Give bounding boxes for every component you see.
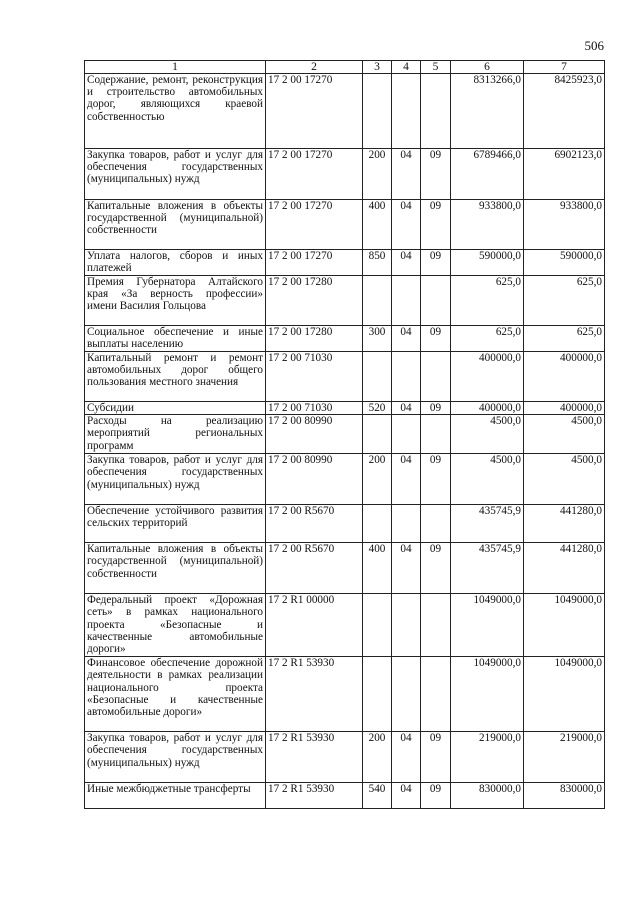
row-column-4-cell xyxy=(392,657,421,732)
row-column-3-cell: 300 xyxy=(363,326,392,352)
row-amount-6-cell: 400000,0 xyxy=(451,402,524,415)
row-code-cell: 17 2 R1 53930 xyxy=(266,657,363,732)
column-header: 5 xyxy=(421,61,451,74)
page-number: 506 xyxy=(584,38,604,53)
row-amount-6-cell: 625,0 xyxy=(451,326,524,352)
row-code-cell: 17 2 00 71030 xyxy=(266,402,363,415)
row-column-5-cell xyxy=(421,657,451,732)
row-column-5-cell: 09 xyxy=(421,402,451,415)
row-amount-6-cell: 435745,9 xyxy=(451,505,524,543)
row-amount-6-cell: 1049000,0 xyxy=(451,594,524,657)
row-amount-7-cell: 625,0 xyxy=(524,276,605,326)
table-row xyxy=(85,594,605,657)
row-amount-6-cell: 590000,0 xyxy=(451,250,524,276)
row-code-cell: 17 2 00 80990 xyxy=(266,415,363,454)
table-row xyxy=(85,276,605,326)
table-header-row xyxy=(85,61,605,74)
row-column-5-cell: 09 xyxy=(421,454,451,505)
row-amount-6-cell: 933800,0 xyxy=(451,200,524,250)
row-column-3-cell xyxy=(363,657,392,732)
row-column-3-cell xyxy=(363,594,392,657)
row-amount-6-cell: 4500,0 xyxy=(451,415,524,454)
row-code-cell: 17 2 R1 53930 xyxy=(266,732,363,783)
row-amount-6-cell: 625,0 xyxy=(451,276,524,326)
row-name-cell: Уплата налогов, сборов и иных платежей xyxy=(85,250,266,276)
row-name-cell: Закупка товаров, работ и услуг для обеспечения государственных (муниципальных) нужд xyxy=(85,732,266,783)
row-code-cell: 17 2 00 17270 xyxy=(266,74,363,149)
row-name-cell: Премия Губернатора Алтайского края «За верность профессии» имени Василия Гольцова xyxy=(85,276,266,326)
table-row xyxy=(85,402,605,415)
table-row xyxy=(85,415,605,454)
row-code-cell: 17 2 R1 53930 xyxy=(266,783,363,809)
row-name-cell: Капитальный ремонт и ремонт автомобильных дорог общего пользования местного значения xyxy=(85,352,266,402)
row-column-3-cell: 200 xyxy=(363,149,392,200)
row-amount-7-cell: 933800,0 xyxy=(524,200,605,250)
row-column-4-cell xyxy=(392,594,421,657)
table-row xyxy=(85,74,605,149)
table-row xyxy=(85,200,605,250)
row-amount-7-cell: 4500,0 xyxy=(524,454,605,505)
table-row xyxy=(85,149,605,200)
row-column-4-cell: 04 xyxy=(392,454,421,505)
row-amount-6-cell: 435745,9 xyxy=(451,543,524,594)
row-column-4-cell xyxy=(392,352,421,402)
row-code-cell: 17 2 00 17270 xyxy=(266,250,363,276)
row-amount-7-cell: 400000,0 xyxy=(524,402,605,415)
row-column-4-cell xyxy=(392,415,421,454)
row-column-5-cell: 09 xyxy=(421,326,451,352)
row-amount-7-cell: 625,0 xyxy=(524,326,605,352)
row-name-cell: Расходы на реализацию мероприятий региональных программ xyxy=(85,415,266,454)
row-column-5-cell xyxy=(421,74,451,149)
row-amount-7-cell: 400000,0 xyxy=(524,352,605,402)
row-column-5-cell xyxy=(421,415,451,454)
row-name-cell: Закупка товаров, работ и услуг для обеспечения государственных (муниципальных) нужд xyxy=(85,149,266,200)
column-header: 7 xyxy=(524,61,605,74)
row-column-3-cell xyxy=(363,415,392,454)
row-amount-6-cell: 4500,0 xyxy=(451,454,524,505)
row-column-5-cell: 09 xyxy=(421,783,451,809)
row-column-3-cell: 850 xyxy=(363,250,392,276)
row-name-cell: Субсидии xyxy=(85,402,266,415)
row-code-cell: 17 2 00 80990 xyxy=(266,454,363,505)
row-name-cell: Капитальные вложения в объекты государственной (муниципальной) собственности xyxy=(85,200,266,250)
row-column-4-cell: 04 xyxy=(392,783,421,809)
row-amount-7-cell: 830000,0 xyxy=(524,783,605,809)
row-code-cell: 17 2 00 R5670 xyxy=(266,505,363,543)
column-header: 3 xyxy=(363,61,392,74)
row-amount-7-cell: 219000,0 xyxy=(524,732,605,783)
row-code-cell: 17 2 00 R5670 xyxy=(266,543,363,594)
row-amount-7-cell: 590000,0 xyxy=(524,250,605,276)
table-row xyxy=(85,454,605,505)
row-column-3-cell: 400 xyxy=(363,543,392,594)
row-amount-7-cell: 6902123,0 xyxy=(524,149,605,200)
row-column-5-cell: 09 xyxy=(421,200,451,250)
row-column-3-cell: 200 xyxy=(363,454,392,505)
row-column-4-cell xyxy=(392,276,421,326)
table-row xyxy=(85,732,605,783)
row-code-cell: 17 2 00 17280 xyxy=(266,276,363,326)
row-amount-7-cell: 441280,0 xyxy=(524,505,605,543)
table-row xyxy=(85,250,605,276)
row-column-3-cell: 200 xyxy=(363,732,392,783)
table-row xyxy=(85,543,605,594)
row-column-3-cell xyxy=(363,352,392,402)
column-header: 2 xyxy=(266,61,363,74)
row-code-cell: 17 2 00 17280 xyxy=(266,326,363,352)
row-column-5-cell xyxy=(421,505,451,543)
table-row xyxy=(85,352,605,402)
row-amount-6-cell: 8313266,0 xyxy=(451,74,524,149)
row-amount-7-cell: 4500,0 xyxy=(524,415,605,454)
table-row xyxy=(85,326,605,352)
row-code-cell: 17 2 R1 00000 xyxy=(266,594,363,657)
row-amount-7-cell: 441280,0 xyxy=(524,543,605,594)
row-column-4-cell: 04 xyxy=(392,200,421,250)
row-column-5-cell xyxy=(421,352,451,402)
row-column-5-cell xyxy=(421,276,451,326)
row-column-5-cell: 09 xyxy=(421,732,451,783)
row-column-4-cell: 04 xyxy=(392,149,421,200)
table-row xyxy=(85,657,605,732)
row-amount-6-cell: 1049000,0 xyxy=(451,657,524,732)
row-column-3-cell xyxy=(363,505,392,543)
row-column-5-cell xyxy=(421,594,451,657)
row-name-cell: Закупка товаров, работ и услуг для обеспечения государственных (муниципальных) нужд xyxy=(85,454,266,505)
row-code-cell: 17 2 00 17270 xyxy=(266,149,363,200)
row-column-4-cell: 04 xyxy=(392,732,421,783)
row-column-3-cell xyxy=(363,276,392,326)
row-column-4-cell xyxy=(392,505,421,543)
row-code-cell: 17 2 00 17270 xyxy=(266,200,363,250)
row-name-cell: Иные межбюджетные трансферты xyxy=(85,783,266,809)
table-row xyxy=(85,505,605,543)
row-name-cell: Капитальные вложения в объекты государственной (муниципальной) собственности xyxy=(85,543,266,594)
row-amount-6-cell: 830000,0 xyxy=(451,783,524,809)
row-column-5-cell: 09 xyxy=(421,149,451,200)
column-header: 1 xyxy=(85,61,266,74)
budget-table xyxy=(84,60,605,809)
row-code-cell: 17 2 00 71030 xyxy=(266,352,363,402)
row-column-5-cell: 09 xyxy=(421,543,451,594)
row-column-4-cell: 04 xyxy=(392,250,421,276)
row-name-cell: Федеральный проект «Дорожная сеть» в рамках национального проекта «Безопасные и качественные автомобильные дороги» xyxy=(85,594,266,657)
row-column-4-cell: 04 xyxy=(392,326,421,352)
row-column-4-cell xyxy=(392,74,421,149)
row-amount-6-cell: 6789466,0 xyxy=(451,149,524,200)
row-amount-7-cell: 8425923,0 xyxy=(524,74,605,149)
row-column-4-cell: 04 xyxy=(392,543,421,594)
row-column-3-cell: 400 xyxy=(363,200,392,250)
row-column-4-cell: 04 xyxy=(392,402,421,415)
row-name-cell: Социальное обеспечение и иные выплаты населению xyxy=(85,326,266,352)
row-amount-7-cell: 1049000,0 xyxy=(524,657,605,732)
row-amount-6-cell: 219000,0 xyxy=(451,732,524,783)
column-header: 6 xyxy=(451,61,524,74)
row-name-cell: Обеспечение устойчивого развития сельских территорий xyxy=(85,505,266,543)
row-name-cell: Содержание, ремонт, реконструкция и строительство автомобильных дорог, являющихся краевой собственностью xyxy=(85,74,266,149)
row-amount-6-cell: 400000,0 xyxy=(451,352,524,402)
row-column-3-cell xyxy=(363,74,392,149)
column-header: 4 xyxy=(392,61,421,74)
row-column-3-cell: 520 xyxy=(363,402,392,415)
row-column-3-cell: 540 xyxy=(363,783,392,809)
table-row xyxy=(85,783,605,809)
row-amount-7-cell: 1049000,0 xyxy=(524,594,605,657)
row-name-cell: Финансовое обеспечение дорожной деятельности в рамках реализации национального проекта «Безопасные и качественные автомобильные дороги» xyxy=(85,657,266,732)
row-column-5-cell: 09 xyxy=(421,250,451,276)
